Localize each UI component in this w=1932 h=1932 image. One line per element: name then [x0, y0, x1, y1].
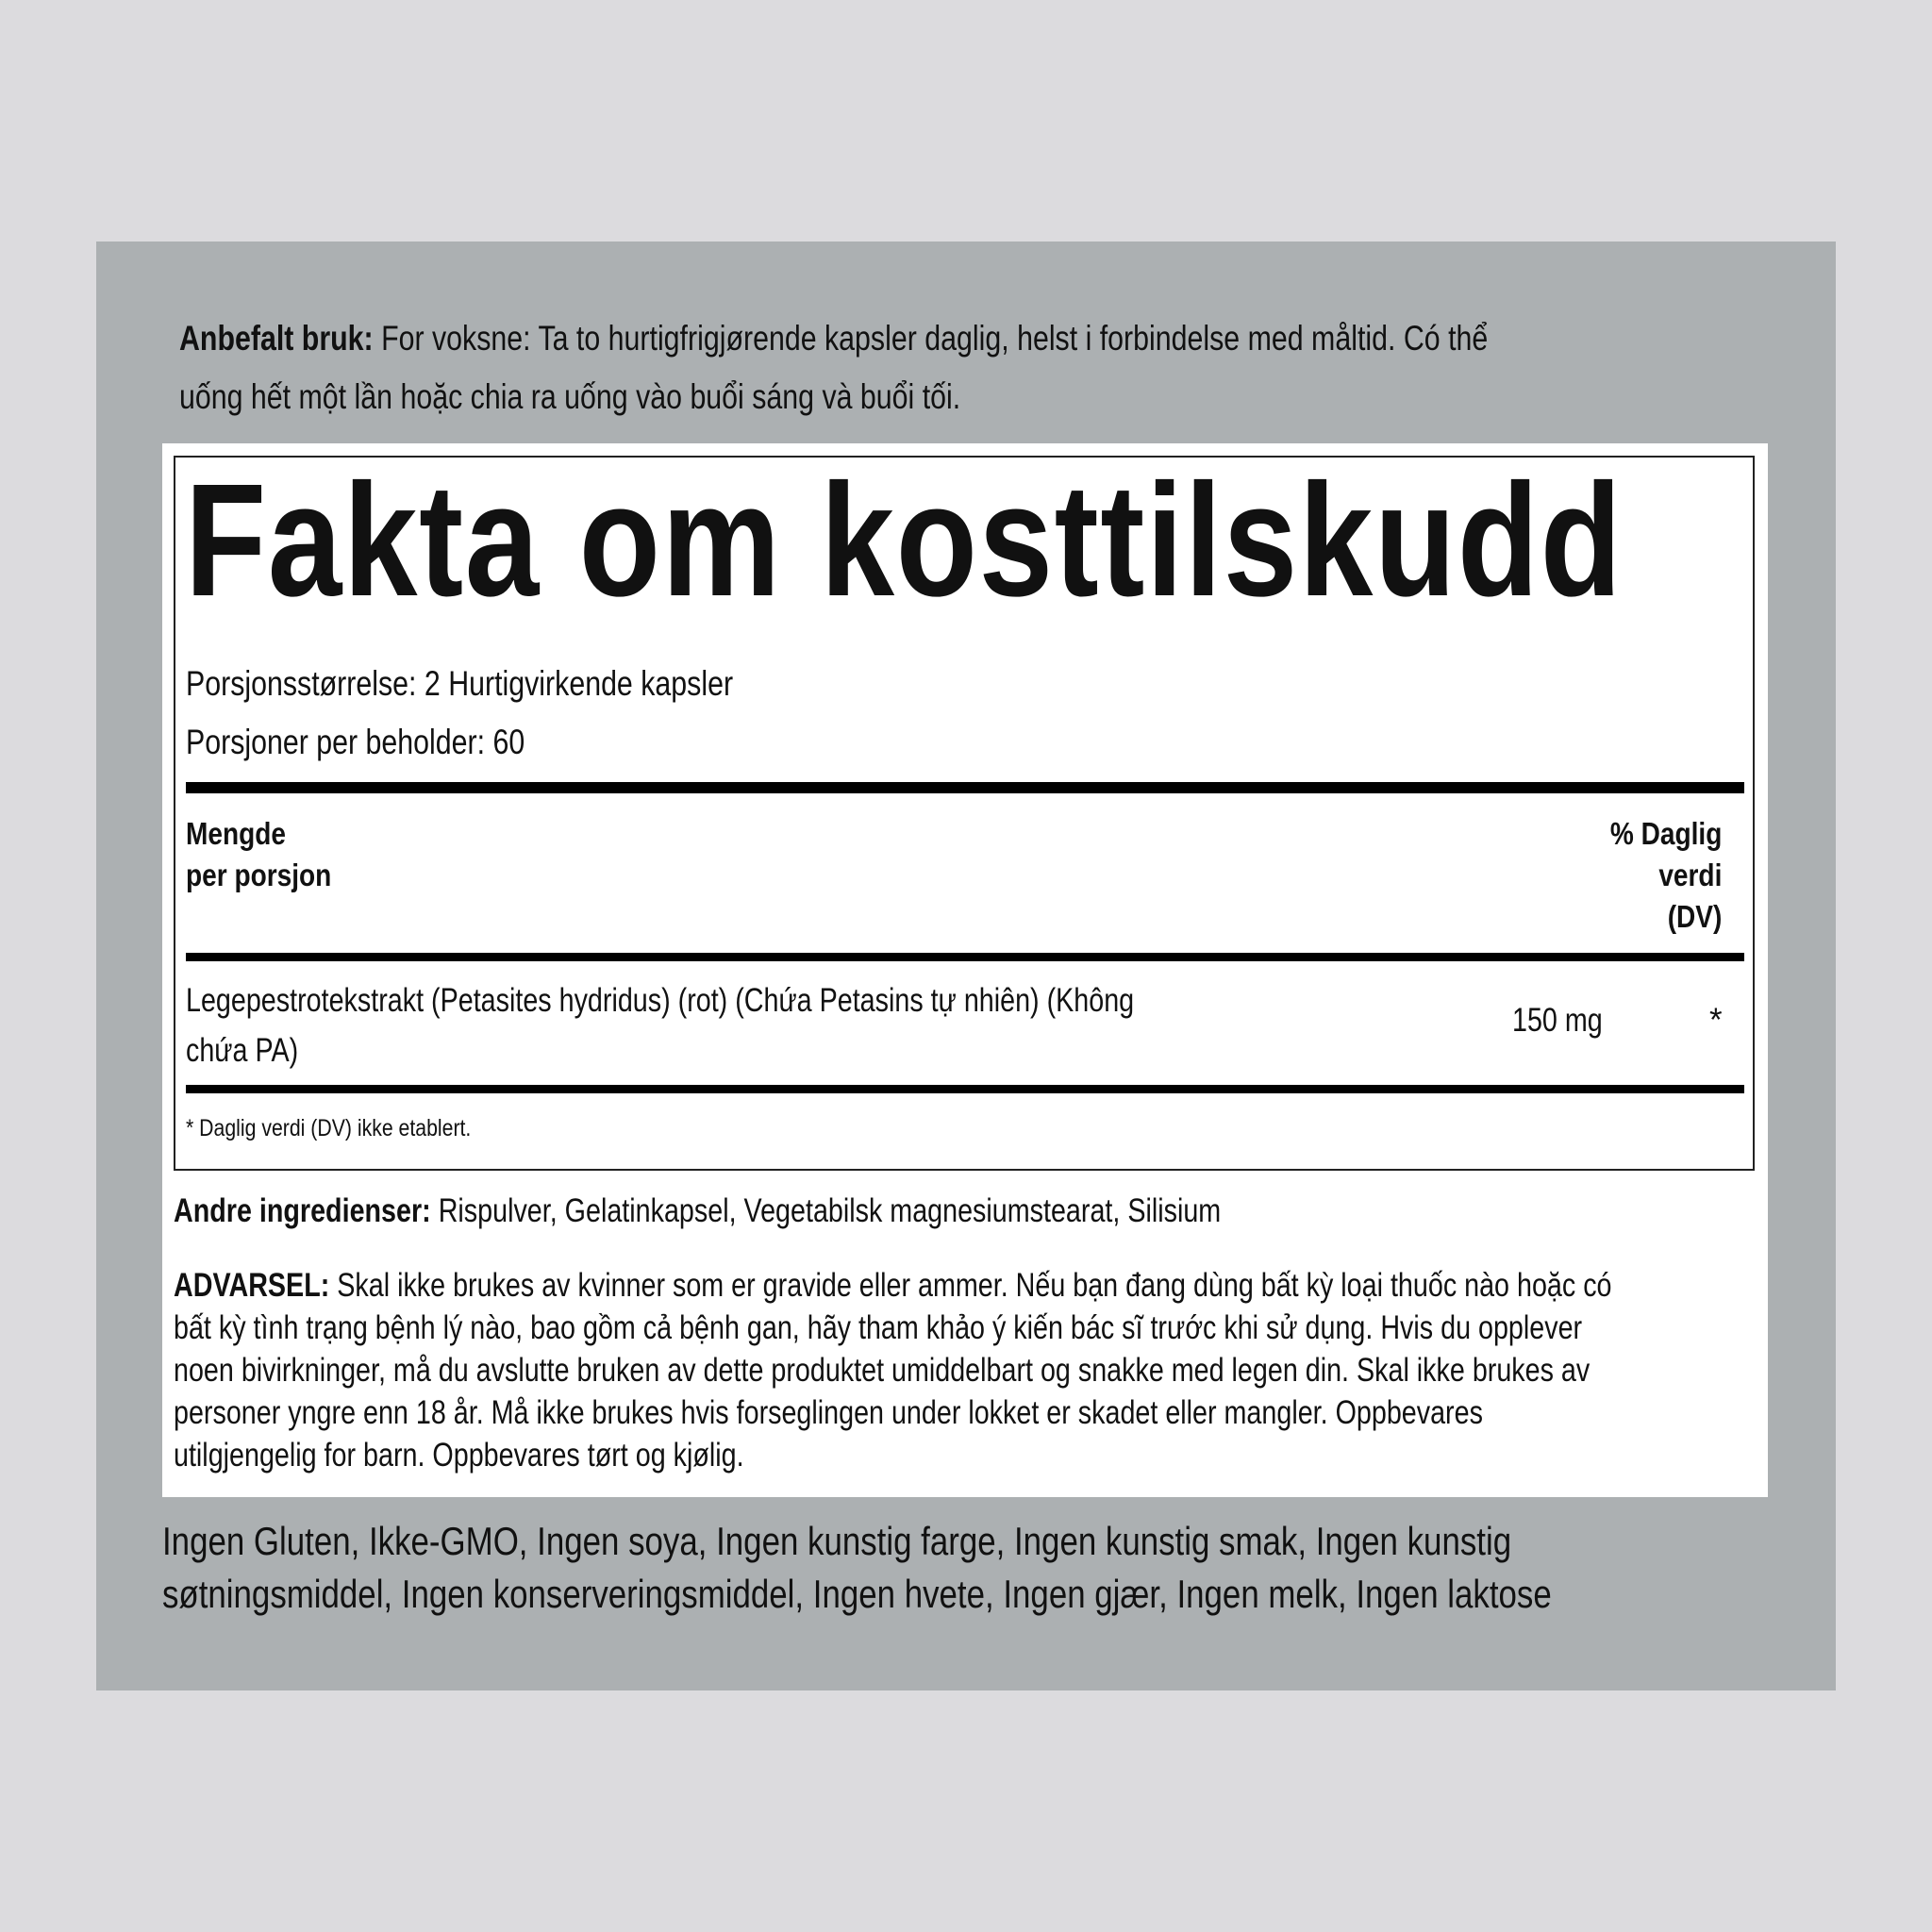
- amount-header-line-1: Mengde: [186, 816, 286, 851]
- warning: [174, 1264, 1759, 1476]
- dv-header-line-1: % Daglig: [1609, 816, 1722, 851]
- dv-header-line-2: verdi: [1657, 858, 1722, 892]
- warning-line-1: [174, 1264, 1759, 1307]
- recommended-use-text-2: uống hết một lần hoặc chia ra uống vào buổi sáng và buổi tối.: [179, 377, 961, 416]
- warning-text-5: utilgjengelig for barn. Oppbevares tørt og kjølig.: [174, 1437, 744, 1474]
- ingredient-amount: 150 mg: [1512, 1002, 1603, 1039]
- ingredient-daily-value: *: [1709, 1002, 1723, 1039]
- amount-header-line-2: per porsjon: [186, 858, 332, 892]
- thick-divider-top: [186, 782, 1744, 793]
- free-from-line-2: søtningsmiddel, Ingen konserveringsmiddel, Ingen hvete, Ingen gjær, Ingen melk, Ingen laktose: [162, 1572, 1552, 1616]
- serving-size: Porsjonsstørrelse: 2 Hurtigvirkende kapsler: [186, 664, 734, 703]
- warning-text-3: noen bivirkninger, må du avslutte bruken av dette produktet umiddelbart og snakke med legen din. Skal ikke brukes av: [174, 1352, 1591, 1389]
- daily-value-header: [1610, 813, 1722, 938]
- recommended-use-line-1: [179, 309, 1726, 368]
- ingredient-name-line-2: chứa PA): [186, 1032, 299, 1069]
- warning-text-2: bất kỳ tình trạng bệnh lý nào, bao gồm cả bệnh gan, hãy tham khảo ý kiến bác sĩ trước khi sử dụng. Hvis du opplever: [174, 1309, 1583, 1346]
- ingredient-name-line-1: Legepestrotekstrakt (Petasites hydridus) (rot) (Chứa Petasins tự nhiên) (Không: [186, 982, 1135, 1019]
- dv-header-line-3: (DV): [1667, 899, 1722, 934]
- servings-per-container: Porsjoner per beholder: 60: [186, 723, 525, 761]
- free-from-line-1: Ingen Gluten, Ikke-GMO, Ingen soya, Ingen kunstig farge, Ingen kunstig smak, Ingen kunstig: [162, 1519, 1512, 1563]
- warning-text-4: personer yngre enn 18 år. Må ikke brukes hvis forseglingen under lokket er skadet eller mangler. Oppbevares: [174, 1394, 1483, 1431]
- amount-per-serving-header: [186, 813, 331, 896]
- divider-header: [186, 953, 1744, 961]
- warning-text-1: Skal ikke brukes av kvinner som er gravide eller ammer. Nếu bạn đang dùng bất kỳ loại thuốc nào hoặc có: [337, 1267, 1612, 1304]
- supplement-facts-title: Fakta om kosttilskudd: [185, 451, 1624, 630]
- other-ingredients: [174, 1191, 1221, 1232]
- recommended-use: [179, 309, 1726, 426]
- ingredient-name: [186, 975, 1191, 1075]
- recommended-use-label: Anbefalt bruk:: [179, 319, 374, 358]
- daily-value-footnote: * Daglig verdi (DV) ikke etablert.: [186, 1115, 472, 1141]
- other-ingredients-label: Andre ingredienser:: [174, 1192, 431, 1229]
- divider-bottom: [186, 1085, 1744, 1093]
- other-ingredients-text: Rispulver, Gelatinkapsel, Vegetabilsk magnesiumstearat, Silisium: [438, 1192, 1222, 1229]
- warning-label: ADVARSEL:: [174, 1267, 330, 1304]
- free-from-claims: [162, 1515, 1728, 1621]
- recommended-use-text-1: For voksne: Ta to hurtigfrigjørende kapsler daglig, helst i forbindelse med måltid. Có thể: [381, 319, 1489, 358]
